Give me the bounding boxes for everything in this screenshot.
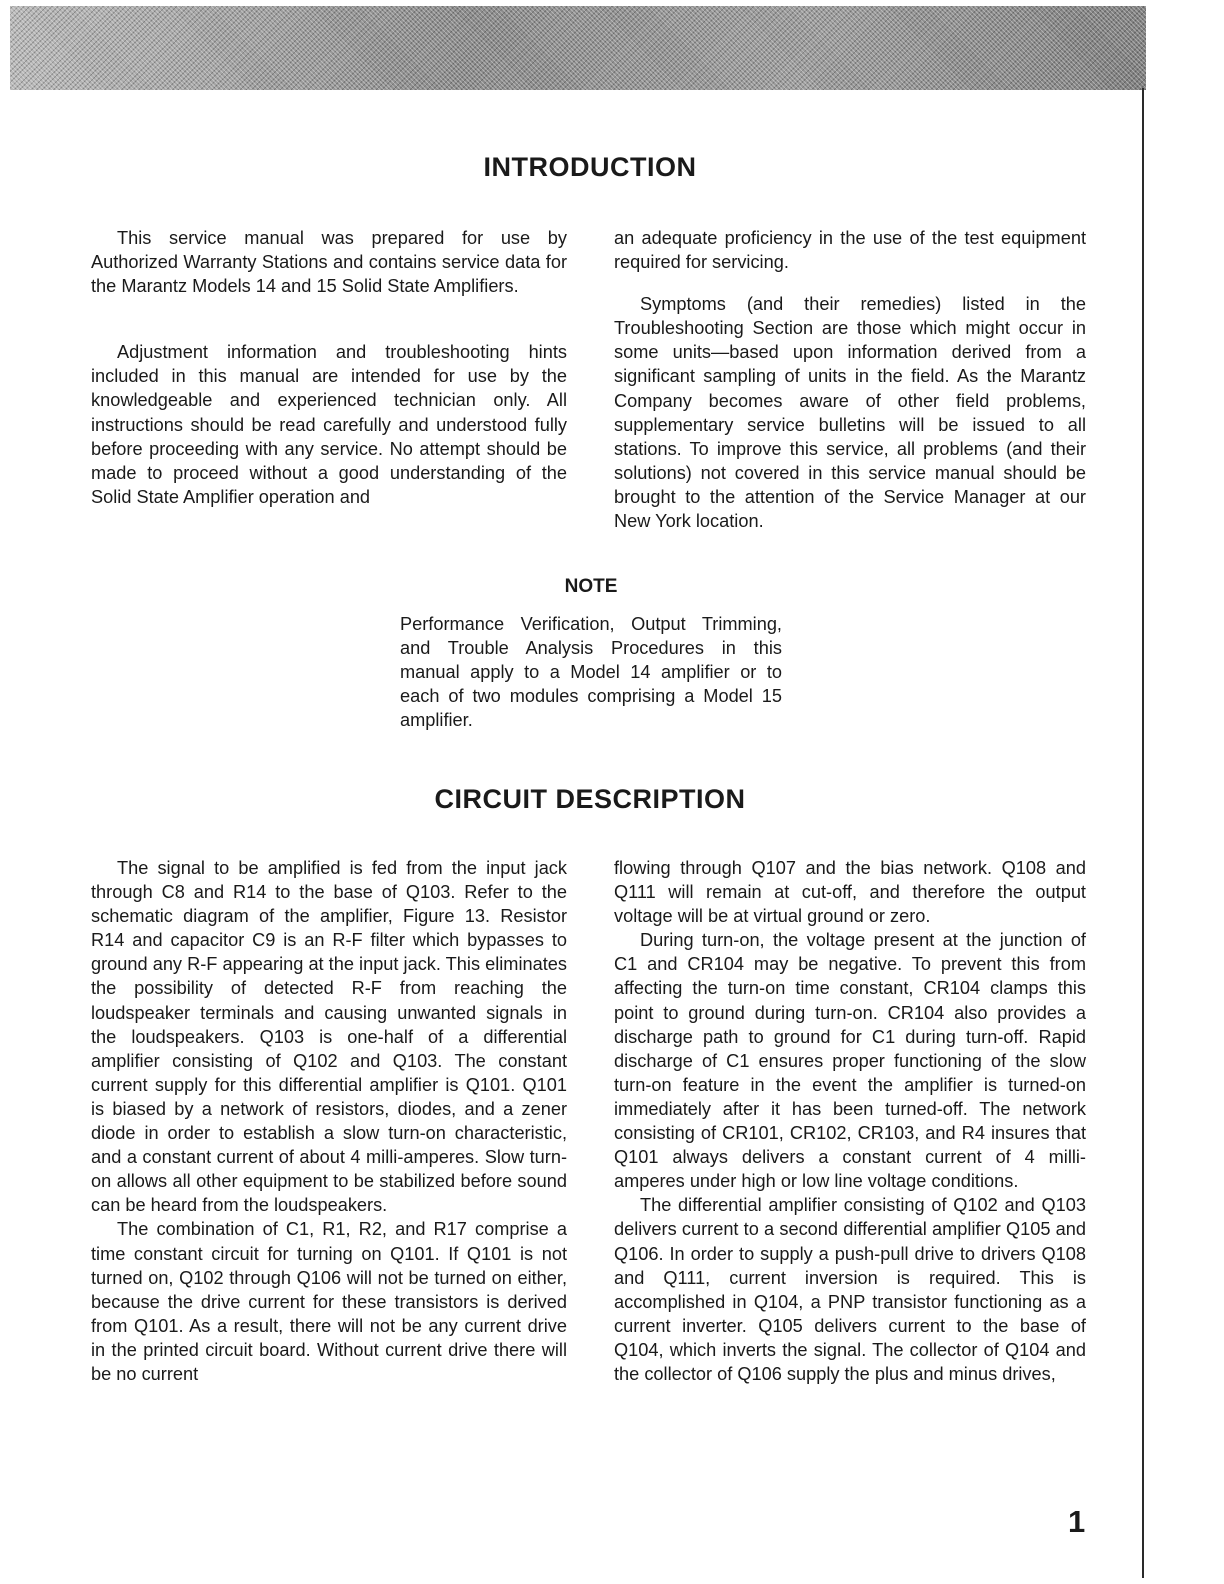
- intro-paragraph: Adjustment information and troubleshooting hints included in this manual are intended for use by the knowledgeable and experienced technician only. All instructions should be read carefully and understood fully before proceeding with any service. No attempt should be made to proceed without a good understanding of the Solid State Amplifier operation and: [91, 342, 567, 507]
- circuit-paragraph: The combination of C1, R1, R2, and R17 comprise a time constant circuit for turning on Q101. If Q101 is not turned on, Q102 through Q106 will not be turned on either, because the drive current for these transistors is derived from Q101. As a result, there will not be any current drive in the printed circuit board. Without current drive there will be no current: [91, 1219, 567, 1384]
- page-edge-rule: [1142, 88, 1144, 1578]
- introduction-left-column: [91, 226, 567, 509]
- circuit-left-column: [91, 856, 567, 1386]
- intro-paragraph: Symptoms (and their remedies) listed in the Troubleshooting Section are those which might occur in some units—based upon information derived from a significant sampling of units in the field. As the Marantz Company becomes aware of other field problems, supplementary service bulletins will be issued to all stations. To improve this service, all problems (and their solutions) not covered in this service manual should be brought to the attention of the Service Manager at our New York location.: [614, 294, 1086, 532]
- introduction-right-column: [614, 226, 1086, 533]
- circuit-paragraph: The signal to be amplified is fed from the input jack through C8 and R14 to the base of Q103. Refer to the schematic diagram of the amplifier, Figure 13. Resistor R14 and capacitor C9 is an R-F filter which bypasses to ground any R-F appearing at the input jack. This eliminates the possibility of detected R-F from reaching the loudspeaker terminals and causing unwanted signals in the loudspeakers. Q103 is one-half of a differential amplifier consisting of Q102 and Q103. The constant current supply for this differential amplifier is Q101. Q101 is biased by a network of resistors, diodes, and a zener diode in order to establish a slow turn-on characteristic, and a constant current of about 4 milli-amperes. Slow turn-on allows all other equipment to be stabilized before sound can be heard from the loudspeakers.: [91, 858, 567, 1216]
- circuit-right-column: [614, 856, 1086, 1386]
- circuit-description-heading: CIRCUIT DESCRIPTION: [434, 784, 746, 814]
- introduction-heading: INTRODUCTION: [483, 152, 697, 182]
- note-text: Performance Verification, Output Trimming, and Trouble Analysis Procedures in this manual apply to a Model 14 amplifier or to each of two modules comprising a Model 15 amplifier.: [400, 614, 782, 731]
- intro-paragraph: an adequate proficiency in the use of the test equipment required for servicing.: [614, 228, 1086, 273]
- circuit-paragraph: During turn-on, the voltage present at the junction of C1 and CR104 may be negative. To prevent this from affecting the turn-on time constant, CR104 clamps this point to ground during turn-on. CR104 also provides a discharge path to ground for C1 during turn-off. Rapid discharge of C1 ensures proper functioning of the slow turn-on feature in the event the amplifier is turned-on immediately after it has been turned-off. The network consisting of CR101, CR102, CR103, and R4 insures that Q101 always delivers a constant current of 4 milli-amperes under high or low line voltage conditions.: [614, 930, 1086, 1192]
- circuit-paragraph: The differential amplifier consisting of Q102 and Q103 delivers current to a second differential amplifier Q105 and Q106. In order to supply a push-pull drive to drivers Q108 and Q111, current inversion is required. This is accomplished in Q104, a PNP transistor functioning as a current inverter. Q105 delivers current to the base of Q104, which inverts the signal. The collector of Q104 and the collector of Q106 supply the plus and minus drives,: [614, 1195, 1086, 1384]
- page-number: 1: [1068, 1504, 1086, 1539]
- header-halftone-band: [10, 6, 1146, 90]
- intro-paragraph: This service manual was prepared for use by Authorized Warranty Stations and contains service data for the Marantz Models 14 and 15 Solid State Amplifiers.: [91, 228, 567, 297]
- note-heading: NOTE: [564, 576, 618, 597]
- circuit-paragraph: flowing through Q107 and the bias network. Q108 and Q111 will remain at cut-off, and therefore the output voltage will be at virtual ground or zero.: [614, 858, 1086, 927]
